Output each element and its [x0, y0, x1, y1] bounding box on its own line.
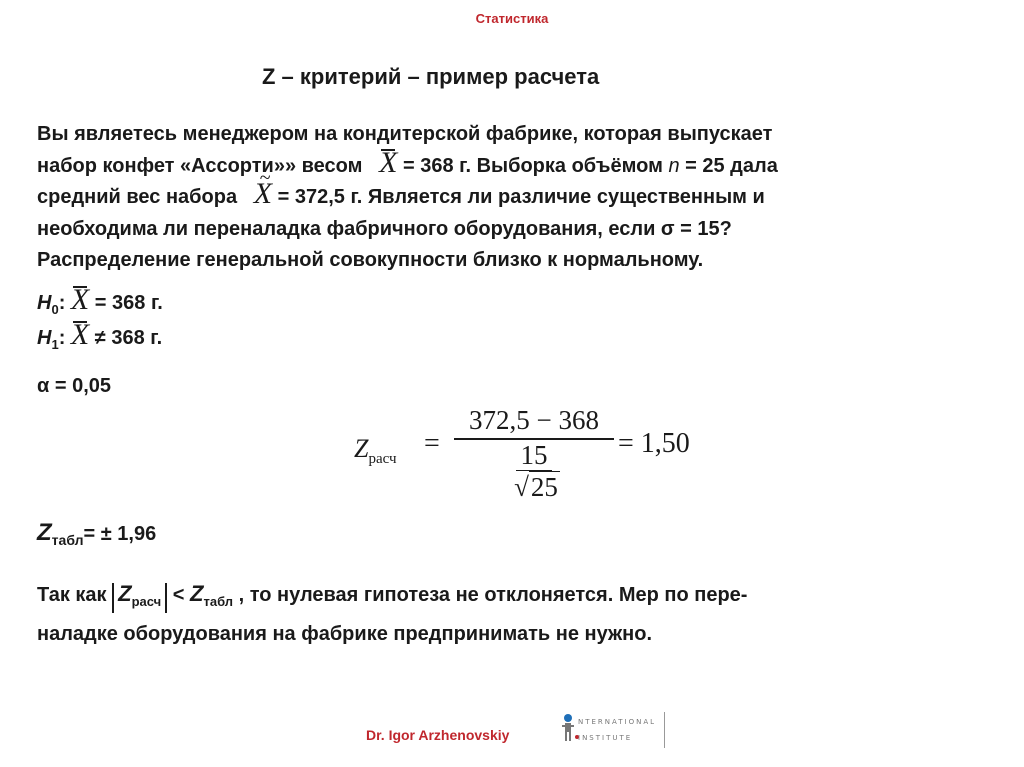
- conclusion-line-2: наладке оборудования на фабрике предпринимать не нужно.: [37, 623, 653, 645]
- population-mean-symbol: X: [379, 145, 398, 179]
- denominator-top: 15: [520, 440, 548, 470]
- z-table-subscript: табл: [51, 532, 84, 548]
- problem-line-3-end: = 372,5 г. Является ли различие существенным и: [277, 186, 765, 208]
- formula-fraction: [454, 404, 614, 502]
- h0-value: = 368 г.: [94, 292, 163, 314]
- z-calc-subscript: расч: [368, 451, 397, 468]
- abs-z-calc: $Z_{расч}$: [112, 583, 167, 613]
- h0-subscript: 0: [51, 302, 59, 317]
- z-calc-label: $Z_{расч}$: [354, 434, 397, 468]
- conclusion-line-1-end: , то нулевая гипотеза не отклоняется. Мер по пере-: [238, 584, 748, 606]
- formula-equals: =: [424, 428, 440, 459]
- logo-divider: [664, 712, 665, 748]
- section-title: Статистика: [475, 11, 549, 26]
- problem-line-2: [37, 145, 997, 183]
- alternative-hypothesis: $H_1$: X ≠ 368 г.: [37, 318, 163, 352]
- logo-text-line-1: NTERNATIONAL: [578, 718, 657, 726]
- author-credit: Dr. Igor Arzhenovskiy: [366, 727, 510, 743]
- z-tab-subscript: табл: [203, 594, 234, 609]
- significance-level: α = 0,05: [37, 375, 112, 397]
- formula-result: = 1,50: [618, 428, 690, 459]
- h0-letter: H: [37, 292, 52, 314]
- conclusion-line-1: [37, 578, 997, 618]
- z-tab-letter: Z: [190, 581, 204, 606]
- problem-line-4: необходима ли переналадка фабричного оборудования, если σ = 15?: [37, 217, 732, 240]
- institute-logo: [558, 712, 670, 750]
- sample-mean-symbol: ~ X: [254, 184, 272, 204]
- problem-line-3-start: средний вес набора: [37, 186, 238, 208]
- conclusion: [37, 578, 997, 650]
- logo-text-line-2: INSTITUTE: [578, 734, 633, 742]
- slide-title: Z – критерий – пример расчета: [262, 64, 600, 89]
- h1-letter: H: [37, 327, 52, 349]
- z-table-value: [37, 519, 156, 548]
- problem-line-5: Распределение генеральной совокупности близко к нормальному.: [37, 249, 704, 271]
- h1-subscript: 1: [51, 337, 59, 352]
- h1-value: ≠ 368 г.: [94, 327, 163, 349]
- problem-line-2-mid: = 368 г. Выборка объёмом: [402, 154, 663, 177]
- sqrt-radicand: 25: [530, 472, 558, 502]
- problem-line-3: [37, 177, 997, 214]
- problem-line-1: Вы являетесь менеджером на кондитерской фабрике, которая выпускает: [37, 123, 773, 145]
- less-than: <: [172, 584, 191, 606]
- abs-z-calc-subscript: расч: [131, 594, 162, 609]
- sample-size-symbol: n: [668, 154, 680, 177]
- h1-xbar-symbol: X: [70, 318, 90, 351]
- formula-denominator: [454, 440, 614, 502]
- problem-line-2-end: = 25 дала: [685, 154, 778, 177]
- h0-xbar-symbol: X: [70, 283, 90, 316]
- z-table-letter: Z: [37, 519, 52, 546]
- sqrt-symbol: √25: [514, 472, 558, 502]
- z-table-rest: = ± 1,96: [83, 523, 157, 545]
- conclusion-start: Так как: [37, 584, 107, 606]
- problem-line-2-start: набор конфет «Ассорти»» весом: [37, 154, 363, 177]
- problem-statement: [37, 119, 997, 277]
- null-hypothesis: $H_0$: X = 368 г.: [37, 283, 163, 317]
- formula-numerator: 372,5 − 368: [469, 405, 599, 435]
